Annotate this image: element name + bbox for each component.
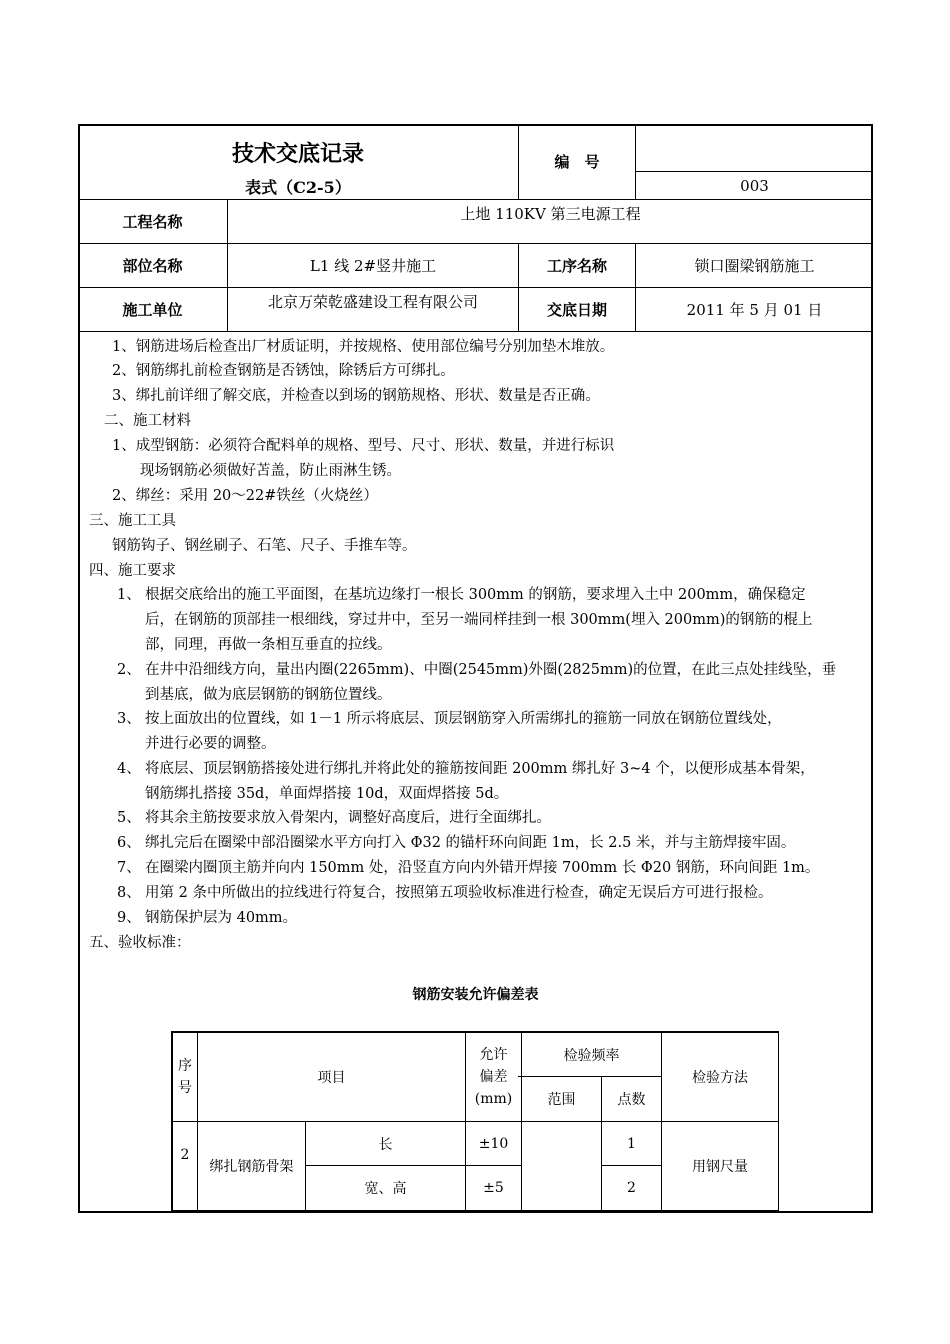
body-line: 后，在钢筋的顶部挂一根细线，穿过井中，至另一端同样挂到一根 300mm(埋入 200mm)的钢筋的棍上: [145, 612, 813, 628]
body-line: 根据交底给出的施工平面图，在基坑边缘打一根长 300mm 的钢筋，要求埋入土中 200mm，确保稳定: [145, 587, 806, 603]
body-line: 将其余主筋按要求放入骨架内，调整好高度后，进行全面绑扎。: [145, 810, 551, 826]
number-value: 003: [740, 176, 769, 195]
table-title: 钢筋安装允许偏差表: [412, 987, 539, 1003]
project-value: 上地 110KV 第三电源工程: [460, 204, 641, 223]
body-line: 3、绑扎前详细了解交底，并检查以到场的钢筋规格、形状、数量是否正确。: [112, 388, 600, 404]
width-height-points: 2: [627, 1180, 636, 1196]
body-line: 部，同理，再做一条相互垂直的拉线。: [145, 637, 392, 653]
body-line: 到基底，做为底层钢筋的钢筋位置线。: [145, 687, 392, 703]
body-line: 将底层、顶层钢筋搭接处进行绑扎并将此处的箍筋按间距 200mm 绑扎好 3~4 个，以便形成基本骨架，: [145, 761, 815, 777]
section-heading: 二、施工材料: [104, 413, 191, 429]
sub-item-width-height: 宽、高: [364, 1181, 407, 1197]
item-number: 8、: [117, 885, 141, 901]
part-value: L1 线 2#竖井施工: [309, 257, 437, 275]
unit-value: 北京万荣乾盛建设工程有限公司: [267, 292, 478, 311]
date-value: 2011 年 5 月 01 日: [686, 301, 823, 319]
header-points: 点数: [617, 1092, 646, 1108]
header-item: 项目: [317, 1070, 346, 1086]
row-divider: [78, 331, 873, 332]
section-heading: 三、施工工具: [89, 513, 176, 529]
body-line: 钢筋绑扎搭接 35d，单面焊搭接 10d，双面焊搭接 5d。: [145, 786, 509, 802]
body-line: 现场钢筋必须做好苫盖，防止雨淋生锈。: [140, 463, 401, 479]
date-label: 交底日期: [546, 301, 607, 319]
body-line: 按上面放出的位置线，如 1－1 所示将底层、顶层钢筋穿入所需绑扎的箍筋一同放在钢筋位置线处，: [145, 711, 782, 727]
header-frequency: 检验频率: [563, 1047, 620, 1064]
row-item: 绑扎钢筋骨架: [209, 1159, 294, 1175]
document-title: 技术交底记录: [231, 141, 364, 167]
body-line: 在井中沿细线方向，量出内圈(2265mm)、中圈(2545mm)外圈(2825mm)的位置，在此三点处挂线坠，垂: [145, 662, 837, 678]
item-number: 1、: [117, 587, 141, 603]
unit-label: 施工单位: [122, 301, 183, 319]
body-line: 并进行必要的调整。: [145, 736, 276, 752]
body-line: 2、钢筋绑扎前检查钢筋是否锈蚀，除锈后方可绑扎。: [112, 363, 455, 379]
header-allowance-line2: 偏差: [479, 1069, 508, 1085]
row-method: 用钢尺量: [692, 1159, 748, 1175]
item-number: 2、: [117, 662, 141, 678]
item-number: 3、: [117, 711, 141, 727]
row-number: 2: [180, 1147, 190, 1163]
header-allowance: [466, 1033, 521, 1121]
project-label: 工程名称: [122, 213, 183, 231]
header-allowance-line3: (mm): [474, 1091, 513, 1107]
body-line: 钢筋钩子、钢丝刷子、石笔、尺子、手推车等。: [112, 538, 417, 554]
body-line: 用第 2 条中所做出的拉线进行符复合，按照第五项验收标准进行检查，确定无误后方可进行报检。: [145, 885, 773, 901]
sub-item-length: 长: [378, 1136, 393, 1153]
section-heading: 五、验收标准：: [89, 935, 191, 951]
item-number: 7、: [117, 860, 141, 876]
header-allowance-line1: 允许: [479, 1047, 508, 1063]
body-line: 绑扎完后在圈梁中部沿圈梁水平方向打入 Φ32 的锚杆环向间距 1m，长 2.5 米，并与主筋焊接牢固。: [145, 835, 796, 851]
header-method: 检验方法: [692, 1070, 748, 1086]
item-number: 4、: [117, 761, 141, 777]
body-line: 钢筋保护层为 40mm。: [145, 910, 298, 926]
body-line: 1、成型钢筋：必须符合配料单的规格、型号、尺寸、形状、数量，并进行标识: [112, 438, 615, 454]
process-label: 工序名称: [546, 257, 607, 275]
item-number: 5、: [117, 810, 141, 826]
body-line: 2、绑丝：采用 20～22#铁丝（火烧丝）: [112, 488, 378, 504]
header-range: 范围: [547, 1092, 576, 1108]
item-number: 9、: [117, 910, 141, 926]
width-height-allowance: ±5: [483, 1180, 504, 1196]
body-line: 在圈梁内圈顶主筋并向内 150mm 处，沿竖直方向内外错开焊接 700mm 长 Φ20 钢筋，环向间距 1m。: [145, 860, 820, 876]
body-line: 1、钢筋进场后检查出厂材质证明，并按规格、使用部位编号分别加垫木堆放。: [112, 339, 615, 355]
form-code: 表式（C2-5）: [245, 177, 351, 197]
length-allowance: ±10: [478, 1135, 509, 1152]
process-value: 锁口圈梁钢筋施工: [694, 257, 815, 275]
item-number: 6、: [117, 835, 141, 851]
section-heading: 四、施工要求: [89, 563, 176, 579]
number-label: 编 号: [554, 153, 600, 171]
header-no: 序号: [178, 1058, 192, 1096]
table-border-bottom: [171, 1210, 779, 1212]
length-points: 1: [627, 1135, 636, 1152]
part-label: 部位名称: [122, 257, 183, 275]
